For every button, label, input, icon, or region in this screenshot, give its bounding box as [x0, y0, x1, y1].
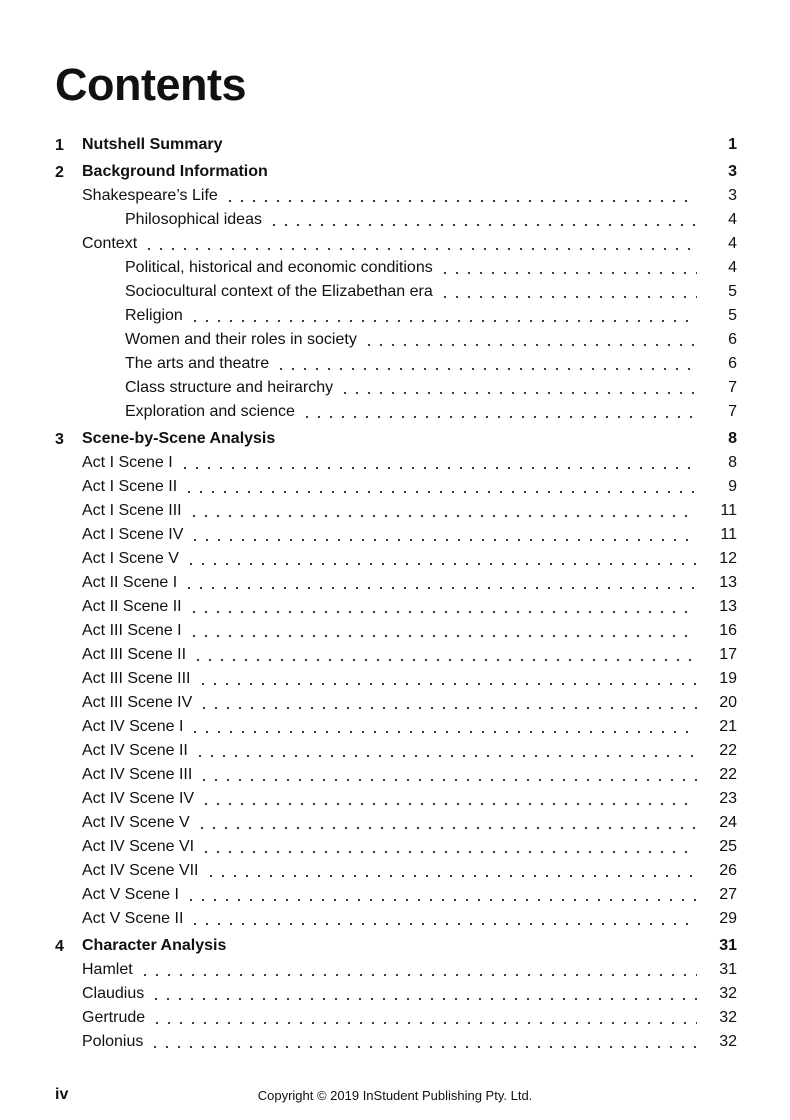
- toc-entry-page: 9: [697, 478, 737, 496]
- toc-entry-row[interactable]: [55, 232, 737, 256]
- toc-entry-row[interactable]: [55, 1030, 737, 1054]
- dot-leader: [363, 334, 697, 350]
- table-of-contents: [55, 133, 737, 1054]
- dot-leader: [439, 286, 697, 302]
- toc-section-page: 3: [697, 163, 737, 181]
- toc-entry-row[interactable]: [55, 304, 737, 328]
- toc-entry-page: 32: [697, 1033, 737, 1051]
- dot-leader: [268, 214, 697, 230]
- toc-entry-page: 6: [697, 331, 737, 349]
- toc-entry-row[interactable]: [55, 811, 737, 835]
- toc-section-row[interactable]: [55, 160, 737, 184]
- toc-entry-page: 4: [697, 211, 737, 229]
- toc-entry-label: The arts and theatre: [125, 355, 275, 373]
- dot-leader: [185, 553, 697, 569]
- toc-section-page: 8: [697, 430, 737, 448]
- toc-entry-label: Act III Scene II: [82, 646, 192, 664]
- toc-entry-label: Philosophical ideas: [125, 211, 268, 229]
- toc-entry-label: Act I Scene V: [82, 550, 185, 568]
- dot-leader: [188, 601, 697, 617]
- dot-leader: [194, 745, 697, 761]
- footer-copyright: Copyright © 2019 InStudent Publishing Pty. Ltd.: [257, 1088, 533, 1103]
- toc-entry-page: 20: [697, 694, 737, 712]
- toc-section-row[interactable]: [55, 427, 737, 451]
- dot-leader: [198, 697, 697, 713]
- dot-leader: [183, 577, 697, 593]
- toc-entry-row[interactable]: [55, 256, 737, 280]
- toc-entry-label: Context: [82, 235, 143, 253]
- toc-entry-page: 26: [697, 862, 737, 880]
- toc-entry-row[interactable]: [55, 907, 737, 931]
- toc-entry-page: 11: [697, 502, 737, 520]
- toc-entry-row[interactable]: [55, 883, 737, 907]
- toc-section-number: 1: [55, 137, 64, 154]
- dot-leader: [200, 793, 697, 809]
- toc-entry-page: 13: [697, 598, 737, 616]
- toc-entry-page: 24: [697, 814, 737, 832]
- toc-entry-row[interactable]: [55, 667, 737, 691]
- dot-leader: [275, 358, 697, 374]
- toc-entry-page: 17: [697, 646, 737, 664]
- dot-leader: [189, 913, 697, 929]
- toc-entry-label: Act I Scene I: [82, 454, 179, 472]
- toc-entry-label: Act I Scene II: [82, 478, 183, 496]
- dot-leader: [439, 262, 697, 278]
- toc-entry-row[interactable]: [55, 184, 737, 208]
- toc-section-number: 3: [55, 431, 64, 448]
- dot-leader: [185, 889, 697, 905]
- toc-entry-label: Act IV Scene VI: [82, 838, 200, 856]
- toc-entry-page: 25: [697, 838, 737, 856]
- toc-entry-row[interactable]: [55, 499, 737, 523]
- toc-entry-label: Political, historical and economic conditions: [125, 259, 439, 277]
- toc-entry-page: 22: [697, 766, 737, 784]
- toc-section-label: Character Analysis: [82, 937, 232, 955]
- toc-entry-label: Act V Scene II: [82, 910, 189, 928]
- toc-entry-row[interactable]: [55, 376, 737, 400]
- toc-entry-label: Act IV Scene III: [82, 766, 198, 784]
- toc-entry-label: Act III Scene III: [82, 670, 197, 688]
- toc-entry-label: Religion: [125, 307, 189, 325]
- dot-leader: [189, 529, 697, 545]
- toc-entry-label: Sociocultural context of the Elizabethan era: [125, 283, 439, 301]
- toc-entry-row[interactable]: [55, 475, 737, 499]
- toc-entry-page: 6: [697, 355, 737, 373]
- toc-entry-page: 32: [697, 985, 737, 1003]
- toc-entry-label: Act IV Scene V: [82, 814, 196, 832]
- toc-section-label: Nutshell Summary: [82, 136, 228, 154]
- dot-leader: [339, 382, 697, 398]
- toc-section-number: 2: [55, 164, 64, 181]
- toc-entry-label: Class structure and heirarchy: [125, 379, 339, 397]
- dot-leader: [192, 649, 697, 665]
- toc-entry-label: Act II Scene I: [82, 574, 183, 592]
- toc-entry-page: 7: [697, 379, 737, 397]
- toc-section-page: 31: [697, 937, 737, 955]
- toc-entry-row[interactable]: [55, 451, 737, 475]
- toc-entry-row[interactable]: [55, 547, 737, 571]
- toc-entry-label: Shakespeare’s Life: [82, 187, 224, 205]
- toc-entry-label: Act II Scene II: [82, 598, 188, 616]
- toc-entry-page: 5: [697, 283, 737, 301]
- dot-leader: [188, 625, 697, 641]
- toc-entry-label: Act IV Scene VII: [82, 862, 205, 880]
- toc-entry-row[interactable]: [55, 958, 737, 982]
- toc-entry-label: Act I Scene III: [82, 502, 188, 520]
- toc-section-page: 1: [697, 136, 737, 154]
- dot-leader: [205, 865, 698, 881]
- dot-leader: [196, 817, 697, 833]
- toc-entry-page: 5: [697, 307, 737, 325]
- toc-entry-page: 13: [697, 574, 737, 592]
- toc-entry-row[interactable]: [55, 595, 737, 619]
- toc-entry-row[interactable]: [55, 328, 737, 352]
- toc-entry-label: Exploration and science: [125, 403, 301, 421]
- toc-entry-label: Act III Scene IV: [82, 694, 198, 712]
- toc-entry-row[interactable]: [55, 691, 737, 715]
- dot-leader: [301, 406, 697, 422]
- toc-entry-label: Act IV Scene II: [82, 742, 194, 760]
- toc-section-number: 4: [55, 938, 64, 955]
- toc-entry-page: 32: [697, 1009, 737, 1027]
- toc-entry-page: 7: [697, 403, 737, 421]
- toc-entry-label: Polonius: [82, 1033, 149, 1051]
- toc-entry-page: 16: [697, 622, 737, 640]
- dot-leader: [139, 964, 697, 980]
- toc-entry-row[interactable]: [55, 835, 737, 859]
- toc-entry-row[interactable]: [55, 523, 737, 547]
- toc-entry-page: 29: [697, 910, 737, 928]
- dot-leader: [200, 841, 697, 857]
- toc-entry-label: Hamlet: [82, 961, 139, 979]
- toc-entry-row[interactable]: [55, 571, 737, 595]
- toc-entry-row[interactable]: [55, 643, 737, 667]
- dot-leader: [183, 481, 697, 497]
- toc-entry-page: 3: [697, 187, 737, 205]
- toc-entry-page: 11: [697, 526, 737, 544]
- toc-section-label: Scene-by-Scene Analysis: [82, 430, 281, 448]
- toc-entry-label: Claudius: [82, 985, 150, 1003]
- dot-leader: [189, 310, 697, 326]
- toc-entry-row[interactable]: [55, 763, 737, 787]
- dot-leader: [179, 457, 697, 473]
- footer-page-number: iv: [55, 1086, 69, 1103]
- toc-entry-row[interactable]: [55, 352, 737, 376]
- toc-entry-label: Act IV Scene IV: [82, 790, 200, 808]
- toc-section-row[interactable]: [55, 934, 737, 958]
- toc-entry-label: Gertrude: [82, 1009, 151, 1027]
- toc-entry-row[interactable]: [55, 619, 737, 643]
- toc-section-label: Background Information: [82, 163, 274, 181]
- toc-entry-row[interactable]: [55, 859, 737, 883]
- toc-entry-page: 12: [697, 550, 737, 568]
- dot-leader: [188, 505, 697, 521]
- toc-entry-row[interactable]: [55, 739, 737, 763]
- dot-leader: [151, 1012, 697, 1028]
- toc-entry-page: 22: [697, 742, 737, 760]
- toc-entry-page: 23: [697, 790, 737, 808]
- toc-entry-page: 21: [697, 718, 737, 736]
- toc-entry-row[interactable]: [55, 715, 737, 739]
- toc-entry-page: 27: [697, 886, 737, 904]
- toc-entry-row[interactable]: [55, 982, 737, 1006]
- dot-leader: [198, 769, 697, 785]
- page-title: Contents: [55, 59, 246, 110]
- toc-entry-label: Act I Scene IV: [82, 526, 189, 544]
- dot-leader: [143, 238, 697, 254]
- dot-leader: [150, 988, 697, 1004]
- toc-entry-row[interactable]: [55, 400, 737, 424]
- toc-entry-label: Women and their roles in society: [125, 331, 363, 349]
- dot-leader: [224, 190, 697, 206]
- toc-entry-page: 31: [697, 961, 737, 979]
- dot-leader: [197, 673, 698, 689]
- toc-entry-row[interactable]: [55, 280, 737, 304]
- toc-entry-page: 4: [697, 259, 737, 277]
- toc-entry-row[interactable]: [55, 787, 737, 811]
- dot-leader: [149, 1036, 697, 1052]
- dot-leader: [189, 721, 697, 737]
- toc-entry-page: 4: [697, 235, 737, 253]
- toc-entry-label: Act V Scene I: [82, 886, 185, 904]
- toc-entry-page: 8: [697, 454, 737, 472]
- toc-entry-page: 19: [697, 670, 737, 688]
- toc-entry-row[interactable]: [55, 1006, 737, 1030]
- toc-section-row[interactable]: [55, 133, 737, 157]
- toc-entry-label: Act IV Scene I: [82, 718, 189, 736]
- toc-entry-row[interactable]: [55, 208, 737, 232]
- toc-entry-label: Act III Scene I: [82, 622, 188, 640]
